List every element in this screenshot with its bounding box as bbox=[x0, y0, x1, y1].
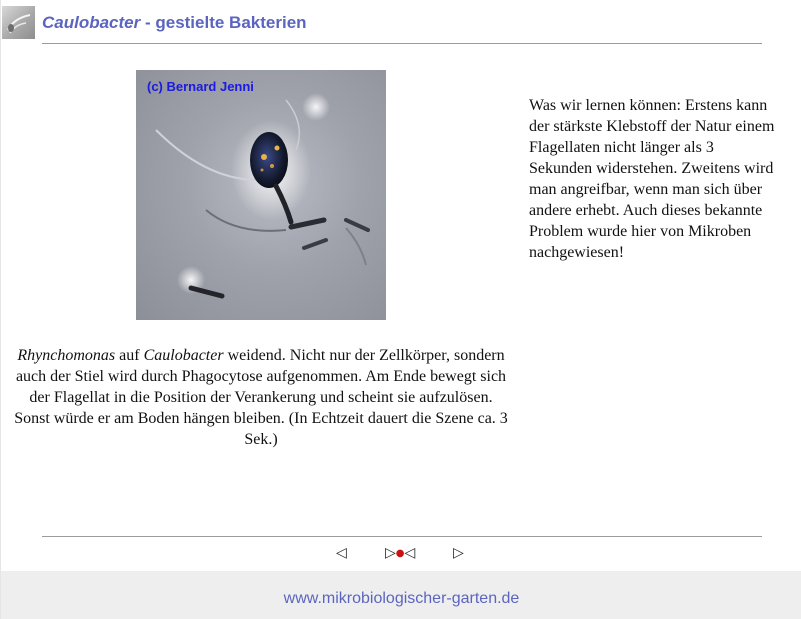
page-header bbox=[1, 0, 801, 44]
bottom-divider bbox=[42, 536, 762, 537]
page-title bbox=[42, 13, 307, 33]
index-dot-icon: ● bbox=[395, 548, 405, 559]
title-genus: Caulobacter bbox=[42, 13, 141, 32]
page-navigation bbox=[1, 543, 801, 565]
next-page-button[interactable]: ▷ bbox=[453, 545, 464, 561]
index-left-arrow-icon: ▷ bbox=[385, 545, 396, 561]
photo-caption bbox=[11, 345, 511, 450]
title-rest: - gestielte Bakterien bbox=[140, 13, 307, 32]
side-text: Was wir lernen können: Erstens kann der stärkste Klebstoff der Natur einem Flagellaten nicht länger als 3 Sekunden widerstehen. Zweitens wird man angreifbar, wenn man sich über andere erhebt. Auch dieses bekannte Problem wurde hier von Mikroben nachgewiesen! bbox=[529, 97, 775, 261]
index-right-arrow-icon: ◁ bbox=[404, 545, 416, 561]
footer-site-link[interactable]: www.mikrobiologischer-garten.de bbox=[283, 590, 520, 607]
caption-organism: Rhynchomonas bbox=[17, 347, 116, 364]
caption-host: Caulobacter bbox=[143, 347, 224, 364]
thumbnail-image[interactable] bbox=[2, 6, 35, 39]
footer bbox=[1, 571, 801, 619]
index-button[interactable] bbox=[385, 545, 415, 561]
caption-text: weidend. Nicht nur der Zellkörper, sondern auch der Stiel wird durch Phagocytose aufgenommen. Am Ende bewegt sich der Flagellat in die Position der Verankerung und scheint sie aufzulösen. Sonst würde er am Boden hängen bleiben. (In Echtzeit dauert die Szene ca. 3 Sek.) bbox=[14, 347, 508, 448]
top-divider bbox=[42, 43, 762, 44]
caption-on: auf bbox=[115, 347, 144, 364]
photo-credit: (c) Bernard Jenni bbox=[147, 79, 254, 94]
prev-page-button[interactable]: ◁ bbox=[336, 545, 347, 561]
microscope-photo bbox=[136, 70, 386, 320]
